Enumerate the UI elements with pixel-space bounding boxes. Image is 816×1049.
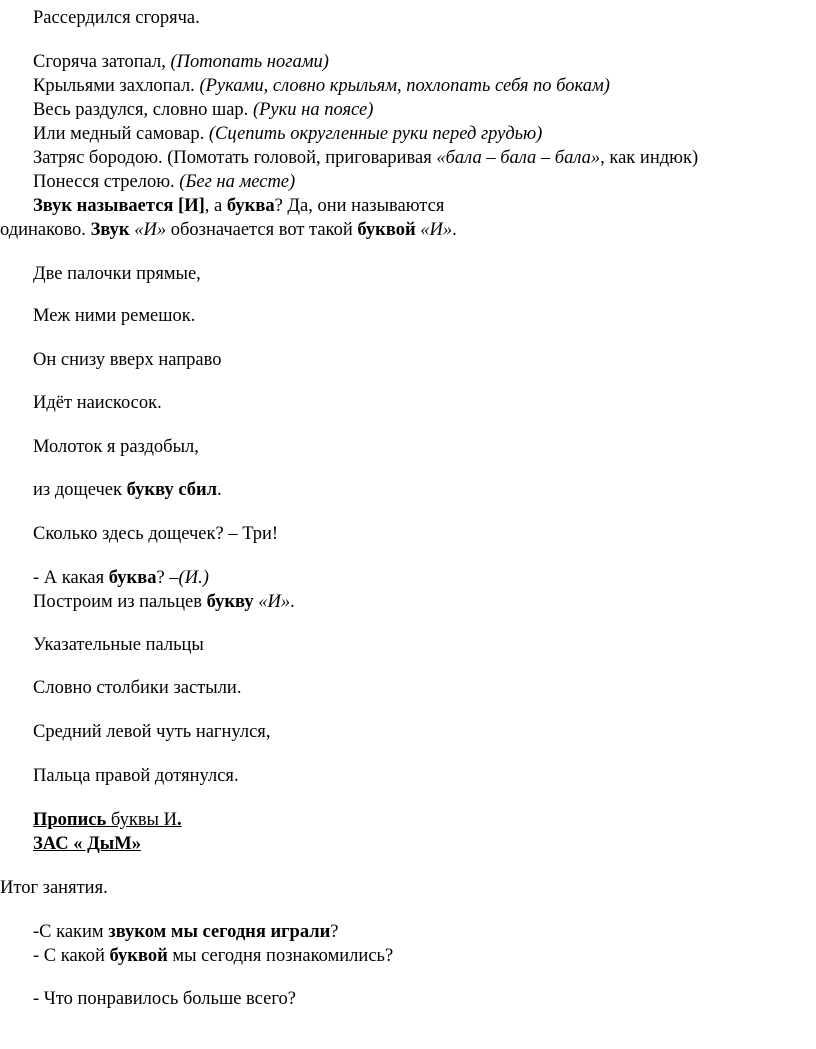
text-segment: букву — [206, 592, 254, 612]
text-line — [33, 51, 329, 75]
text-segment: . — [452, 220, 457, 240]
text-segment: Весь раздулся, словно шар. — [33, 100, 253, 120]
text-line — [33, 921, 339, 945]
text-line — [33, 99, 373, 123]
text-segment: (И.) — [178, 568, 209, 588]
text-segment: , а — [204, 196, 227, 216]
text-segment: Рассердился сгоряча. — [33, 8, 200, 28]
text-line — [33, 591, 295, 615]
text-line — [33, 123, 542, 147]
text-line — [33, 195, 444, 219]
text-segment: . — [217, 480, 222, 500]
text-segment: Или медный самовар. — [33, 124, 209, 144]
text-segment: - Что понравилось больше всего? — [33, 989, 296, 1009]
text-segment: Пропись — [33, 810, 111, 830]
text-segment: «И» — [420, 220, 453, 240]
text-segment: буква — [226, 196, 275, 216]
text-line — [33, 147, 698, 171]
text-line — [33, 721, 270, 745]
text-segment: ? Да, они называются — [274, 196, 445, 216]
text-segment: ? — [330, 922, 339, 942]
text-segment: (Сцепить округленные руки перед грудью) — [208, 124, 543, 144]
text-line — [33, 479, 222, 503]
text-line — [33, 809, 182, 833]
text-segment: буква — [108, 568, 157, 588]
text-segment: Идёт наискосок. — [33, 393, 162, 413]
text-line — [33, 7, 200, 31]
text-line — [33, 263, 201, 287]
text-segment: Затряс бородою. (Помотать головой, приговаривая — [33, 148, 437, 168]
text-segment: . — [290, 592, 295, 612]
text-segment: мы сегодня познакомились? — [167, 946, 394, 966]
text-segment: Построим из пальцев — [33, 592, 207, 612]
text-segment: Меж ними ремешок. — [33, 306, 196, 326]
text-segment: (Руки на поясе) — [252, 100, 374, 120]
text-segment: -С каким — [33, 922, 109, 942]
text-segment: (Руками, словно крыльям, похлопать себя по бокам) — [199, 76, 610, 96]
text-segment: буквой — [357, 220, 416, 240]
text-segment: Молоток я раздобыл, — [33, 437, 199, 457]
text-segment: Звук — [90, 220, 130, 240]
text-segment: Звук называется [И] — [33, 196, 205, 216]
text-segment: буквой — [109, 946, 168, 966]
text-line — [0, 877, 108, 901]
text-segment: «бала – бала – бала» — [436, 148, 601, 168]
text-segment: «И» — [134, 220, 167, 240]
text-line — [33, 75, 610, 99]
text-segment: звуком мы сегодня играли — [108, 922, 331, 942]
text-line — [33, 945, 393, 969]
text-segment: - А какая — [33, 568, 109, 588]
text-line — [33, 436, 199, 460]
text-segment: буквы И — [110, 810, 177, 830]
text-segment: - С какой — [33, 946, 110, 966]
text-segment: , как индюк) — [600, 148, 699, 168]
text-line — [33, 171, 295, 195]
text-segment: букву сбил — [126, 480, 218, 500]
text-line — [33, 567, 209, 591]
text-segment: Он снизу вверх направо — [33, 350, 222, 370]
text-line — [33, 765, 239, 789]
text-line — [33, 305, 195, 329]
text-segment: (Потопать ногами) — [170, 52, 329, 72]
text-segment: Пальца правой дотянулся. — [33, 766, 239, 786]
text-line — [33, 349, 221, 373]
text-line — [33, 634, 204, 658]
text-line — [0, 219, 457, 243]
text-line — [33, 988, 296, 1012]
text-segment: ЗАС « ДыМ» — [33, 834, 141, 854]
text-segment: Сгоряча затопал, — [33, 52, 171, 72]
text-segment: обозначается вот такой — [166, 220, 358, 240]
text-line — [33, 677, 241, 701]
text-segment: Словно столбики застыли. — [33, 678, 242, 698]
text-segment: Две палочки прямые, — [33, 264, 201, 284]
text-segment: ? – — [156, 568, 179, 588]
text-line — [33, 833, 141, 857]
text-segment: Сколько здесь дощечек? – Три! — [33, 524, 279, 544]
text-segment: Крыльями захлопал. — [33, 76, 200, 96]
text-segment: Указательные пальцы — [33, 635, 204, 655]
text-segment: Итог занятия. — [0, 878, 108, 898]
text-line — [33, 392, 162, 416]
text-segment: из дощечек — [33, 480, 127, 500]
text-segment: Понесся стрелою. — [33, 172, 180, 192]
text-line — [33, 523, 278, 547]
text-segment: одинаково. — [0, 220, 91, 240]
text-segment: . — [176, 810, 182, 830]
text-segment: (Бег на месте) — [179, 172, 296, 192]
text-segment: «И» — [258, 592, 291, 612]
text-segment: Средний левой чуть нагнулся, — [33, 722, 271, 742]
